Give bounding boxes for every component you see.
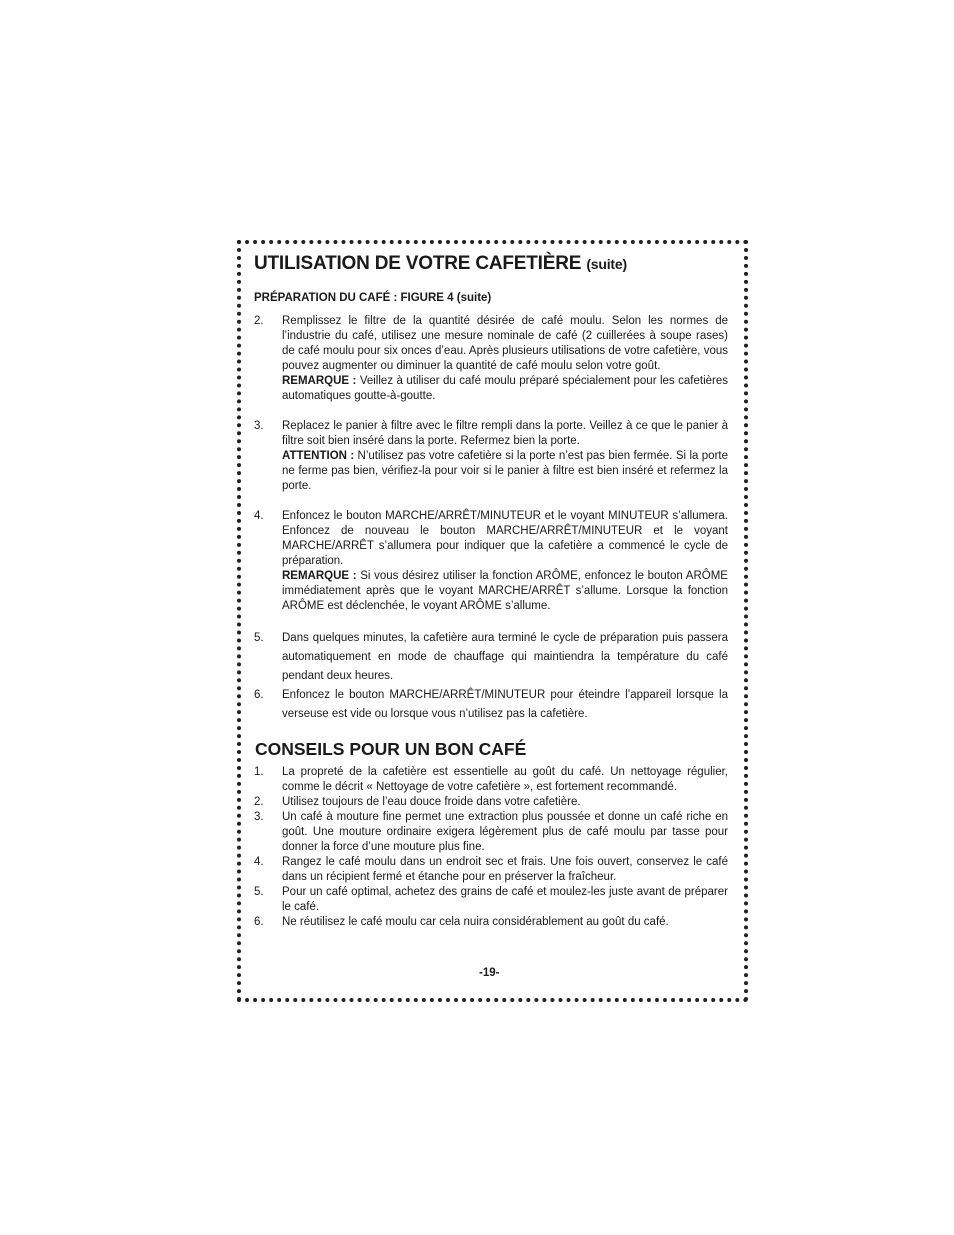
step-number: 3. xyxy=(254,420,264,432)
list-item xyxy=(254,765,728,795)
tip-number: 3. xyxy=(254,811,264,823)
list-item xyxy=(254,419,728,494)
tip-number: 6. xyxy=(254,916,264,928)
tip-number: 2. xyxy=(254,796,264,808)
step-number: 2. xyxy=(254,315,264,327)
tip-text: Un café à mouture fine permet une extraction plus poussée et donne un café riche en goût. Une mouture ordinaire exigera légèrement plus de café moulu par tasse pour donner la force d’une mouture plus fine. xyxy=(282,811,728,853)
note-label: ATTENTION : xyxy=(282,450,355,462)
tips-section-title: CONSEILS POUR UN BON CAFÉ xyxy=(255,739,527,759)
page-number: -19- xyxy=(479,967,500,979)
preparation-steps-list xyxy=(254,314,728,724)
step-number: 5. xyxy=(254,632,264,644)
step-number: 4. xyxy=(254,510,264,522)
tip-text: La propreté de la cafetière est essentielle au goût du café. Un nettoyage régulier, comme le décrit « Nettoyage de votre cafetière », est fortement recommandé. xyxy=(282,766,728,793)
tip-number: 1. xyxy=(254,766,264,778)
list-item xyxy=(254,795,728,810)
section-subtitle: PRÉPARATION DU CAFÉ : FIGURE 4 (suite) xyxy=(254,292,492,304)
tip-text: Pour un café optimal, achetez des grains de café et moulez-les juste avant de préparer le café. xyxy=(282,886,728,913)
note-text: N’utilisez pas votre cafetière si la porte n’est pas bien fermée. Si la porte ne ferme pas bien, vérifiez-la pour voir si le panier à filtre est bien inséré et refermez la porte. xyxy=(282,450,728,492)
page-content xyxy=(254,251,728,930)
list-item xyxy=(254,810,728,855)
step-note xyxy=(282,374,728,404)
note-label: REMARQUE : xyxy=(282,375,357,387)
page-title-text: UTILISATION DE VOTRE CAFETIÈRE xyxy=(254,253,582,274)
list-item xyxy=(254,855,728,885)
tip-text: Ne réutilisez le café moulu car cela nuira considérablement au goût du café. xyxy=(282,916,669,928)
list-item xyxy=(254,885,728,915)
step-note xyxy=(282,569,728,614)
step-text: Enfoncez le bouton MARCHE/ARRÊT/MINUTEUR et le voyant MINUTEUR s’allumera. Enfoncez de nouveau le bouton MARCHE/ARRÊT/MINUTEUR et le voyant MARCHE/ARRÊT s’allumera pour indiquer que la cafetière a commencé le cycle de préparation. xyxy=(282,510,728,567)
note-label: REMARQUE : xyxy=(282,570,357,582)
page-title xyxy=(254,251,728,277)
list-item xyxy=(254,509,728,614)
note-text: Si vous désirez utiliser la fonction ARÔME, enfoncez le bouton ARÔME immédiatement après que le voyant MARCHE/ARRÊT s’allume. Lorsque la fonction ARÔME est déclenchée, le voyant ARÔME s’allume. xyxy=(282,570,728,612)
tip-number: 4. xyxy=(254,856,264,868)
step-text: Dans quelques minutes, la cafetière aura terminé le cycle de préparation puis passera automatiquement en mode de chauffage qui maintiendra la température du café pendant deux heures. xyxy=(282,632,728,682)
step-note xyxy=(282,449,728,494)
step-text: Replacez le panier à filtre avec le filtre rempli dans la porte. Veillez à ce que le panier à filtre soit bien inséré dans la porte. Refermez bien la porte. xyxy=(282,420,728,447)
page-title-suffix: (suite) xyxy=(586,256,627,272)
list-item xyxy=(254,629,728,686)
tip-number: 5. xyxy=(254,886,264,898)
list-item xyxy=(254,915,728,930)
tip-text: Utilisez toujours de l’eau douce froide dans votre cafetière. xyxy=(282,796,581,808)
step-number: 6. xyxy=(254,689,264,701)
tips-list xyxy=(254,765,728,930)
note-text: Veillez à utiliser du café moulu préparé spécialement pour les cafetières automatiques goutte-à-goutte. xyxy=(282,375,728,402)
step-text: Remplissez le filtre de la quantité désirée de café moulu. Selon les normes de l’industrie du café, utilisez une mesure nominale de café (2 cuillerées à soupe rases) de café moulu pour six onces d’eau. Après plusieurs utilisations de votre cafetière, vous pouvez augmenter ou diminuer la quantité de café moulu selon votre goût. xyxy=(282,315,728,372)
list-item xyxy=(254,686,728,724)
tip-text: Rangez le café moulu dans un endroit sec et frais. Une fois ouvert, conservez le café dans un récipient fermé et étanche pour en préserver la fraîcheur. xyxy=(282,856,728,883)
list-item xyxy=(254,314,728,404)
step-text: Enfoncez le bouton MARCHE/ARRÊT/MINUTEUR pour éteindre l’appareil lorsque la verseuse est vide ou lorsque vous n’utilisez pas la cafetière. xyxy=(282,689,728,720)
